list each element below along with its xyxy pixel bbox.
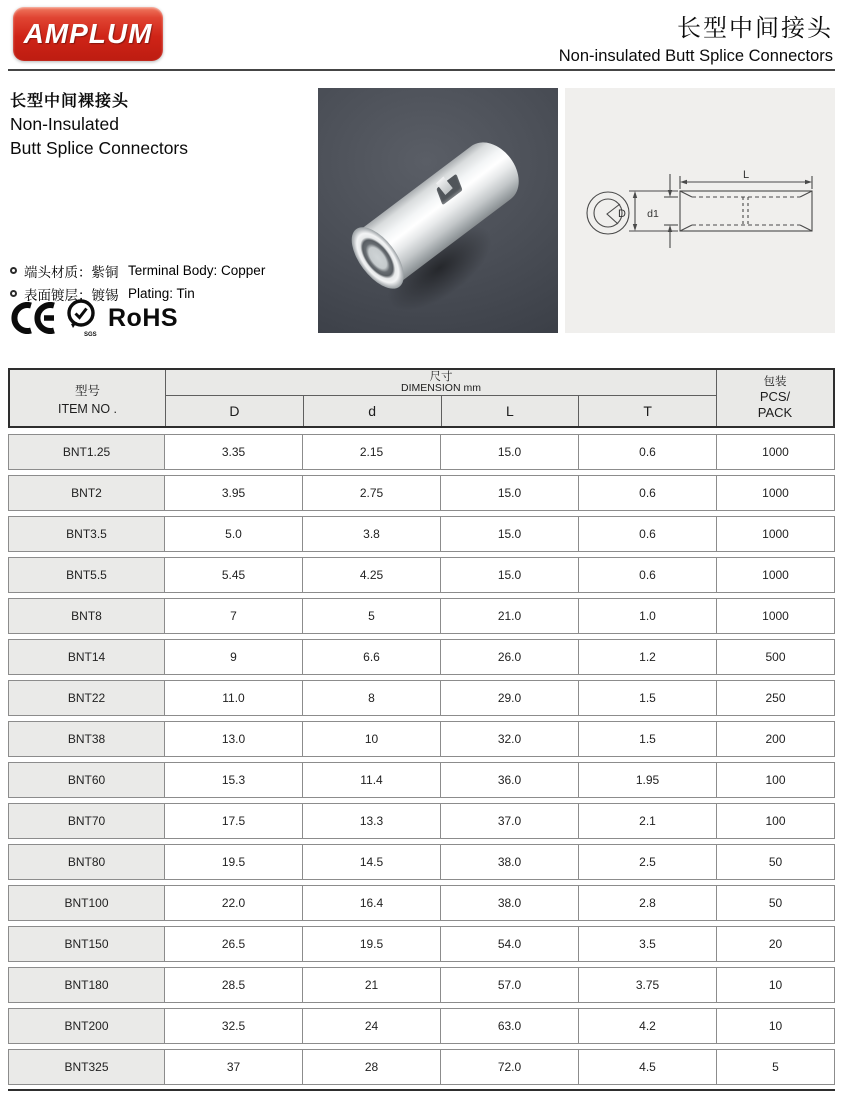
table-header xyxy=(8,368,835,428)
cell-pack: 5 xyxy=(772,1060,779,1074)
table-row xyxy=(8,516,835,552)
tube-tab xyxy=(436,177,453,196)
cell-pack: 1000 xyxy=(762,609,789,623)
cell-item-no: BNT3.5 xyxy=(9,517,165,551)
cell-D: 26.5 xyxy=(165,927,303,961)
col-group-dimensions xyxy=(166,370,717,426)
table-row xyxy=(8,721,835,757)
table-row xyxy=(8,639,835,675)
page-title-zh: 长型中间接头 xyxy=(677,15,833,42)
cell-d: 19.5 xyxy=(303,927,441,961)
cell-pack: 500 xyxy=(765,650,786,664)
cell-item-no: BNT2 xyxy=(9,476,165,510)
cell-T: 1.5 xyxy=(579,681,717,715)
cell-d: 11.4 xyxy=(303,763,441,797)
table-row xyxy=(8,967,835,1003)
cell-item-no: BNT150 xyxy=(9,927,165,961)
table-row xyxy=(8,434,835,470)
cell-D: 19.5 xyxy=(165,845,303,879)
cell-L: 63.0 xyxy=(441,1009,579,1043)
cell-T: 2.1 xyxy=(579,804,717,838)
cell-item-no: BNT80 xyxy=(9,845,165,879)
svg-text:d1: d1 xyxy=(647,208,659,220)
cell-item-no: BNT38 xyxy=(9,722,165,756)
cell-d: 10 xyxy=(303,722,441,756)
cell-item-no: BNT180 xyxy=(9,968,165,1002)
cell-L: 57.0 xyxy=(441,968,579,1002)
cell-T: 4.5 xyxy=(579,1050,717,1084)
cell-d: 14.5 xyxy=(303,845,441,879)
product-title-en-1: Non-Insulated xyxy=(10,114,119,134)
cell-T: 2.8 xyxy=(579,886,717,920)
pack-pack: PACK xyxy=(757,405,793,421)
cell-item-no: BNT70 xyxy=(9,804,165,838)
table-row xyxy=(8,680,835,716)
cell-L: 15.0 xyxy=(441,476,579,510)
col-header-pack xyxy=(717,370,833,426)
cell-D: 5.0 xyxy=(165,517,303,551)
col-header-L: L xyxy=(442,396,580,426)
cell-d: 21 xyxy=(303,968,441,1002)
pack-pcs: PCS/ xyxy=(759,388,791,404)
table-row xyxy=(8,1008,835,1044)
cell-T: 1.95 xyxy=(579,763,717,797)
cell-L: 15.0 xyxy=(441,558,579,592)
cell-pack: 20 xyxy=(768,937,783,951)
dimension-diagram-svg xyxy=(565,88,835,333)
spec-terminal-body xyxy=(10,259,265,282)
cell-pack: 100 xyxy=(765,814,786,828)
cell-L: 37.0 xyxy=(441,804,579,838)
cell-d: 2.75 xyxy=(303,476,441,510)
col-header-d: d xyxy=(304,396,442,426)
cell-item-no: BNT14 xyxy=(9,640,165,674)
cell-D: 7 xyxy=(165,599,303,633)
cell-T: 3.75 xyxy=(579,968,717,1002)
table-row xyxy=(8,1049,835,1085)
brand-logo-text: AMPLUM xyxy=(23,18,153,49)
cell-L: 21.0 xyxy=(441,599,579,633)
table-row xyxy=(8,762,835,798)
cell-d: 3.8 xyxy=(303,517,441,551)
cell-L: 29.0 xyxy=(441,681,579,715)
cell-pack: 10 xyxy=(768,1019,783,1033)
page-header xyxy=(559,8,833,66)
dimensions-en: DIMENSION mm xyxy=(401,382,481,395)
cell-L: 36.0 xyxy=(441,763,579,797)
cell-T: 3.5 xyxy=(579,927,717,961)
col-header-D: D xyxy=(166,396,304,426)
cell-D: 37 xyxy=(165,1050,303,1084)
spec-plating-zh: 表面镀层：镀锡 xyxy=(24,287,119,303)
cell-item-no: BNT22 xyxy=(9,681,165,715)
cell-L: 32.0 xyxy=(441,722,579,756)
product-photo xyxy=(318,88,558,333)
table-row xyxy=(8,803,835,839)
dimension-subcolumns xyxy=(166,396,716,426)
cell-D: 15.3 xyxy=(165,763,303,797)
spec-terminal-body-zh: 端头材质：紫铜 xyxy=(24,264,119,280)
cell-D: 13.0 xyxy=(165,722,303,756)
cell-L: 72.0 xyxy=(441,1050,579,1084)
tube-inspection-window xyxy=(436,174,462,206)
cell-item-no: BNT325 xyxy=(9,1050,165,1084)
svg-text:D: D xyxy=(618,208,626,220)
cell-D: 32.5 xyxy=(165,1009,303,1043)
cell-pack: 1000 xyxy=(762,486,789,500)
cell-T: 1.2 xyxy=(579,640,717,674)
table-row xyxy=(8,475,835,511)
cell-D: 3.35 xyxy=(165,435,303,469)
item-no-en: ITEM NO . xyxy=(57,401,118,416)
cell-pack: 50 xyxy=(768,896,783,910)
cell-item-no: BNT1.25 xyxy=(9,435,165,469)
cell-pack: 1000 xyxy=(762,568,789,582)
cell-T: 4.2 xyxy=(579,1009,717,1043)
item-no-zh: 型号 xyxy=(74,383,100,398)
cell-D: 11.0 xyxy=(165,681,303,715)
cell-d: 28 xyxy=(303,1050,441,1084)
cell-d: 13.3 xyxy=(303,804,441,838)
cell-item-no: BNT100 xyxy=(9,886,165,920)
page-title-en: Non-insulated Butt Splice Connectors xyxy=(558,47,833,65)
svg-text:L: L xyxy=(742,169,750,181)
table-bottom-rule xyxy=(8,1089,835,1091)
cell-D: 3.95 xyxy=(165,476,303,510)
cell-item-no: BNT8 xyxy=(9,599,165,633)
cell-d: 8 xyxy=(303,681,441,715)
cell-T: 0.6 xyxy=(579,517,717,551)
cell-d: 16.4 xyxy=(303,886,441,920)
certifications xyxy=(10,300,178,336)
cell-item-no: BNT200 xyxy=(9,1009,165,1043)
cell-item-no: BNT60 xyxy=(9,763,165,797)
table-row xyxy=(8,598,835,634)
cell-L: 15.0 xyxy=(441,517,579,551)
cell-pack: 50 xyxy=(768,855,783,869)
bullet-icon xyxy=(10,290,17,297)
dimensions-zh: 尺寸 xyxy=(429,370,453,383)
table-row xyxy=(8,885,835,921)
cell-D: 28.5 xyxy=(165,968,303,1002)
cell-L: 15.0 xyxy=(441,435,579,469)
cell-d: 5 xyxy=(303,599,441,633)
sgs-circle-check-icon xyxy=(65,298,99,338)
cell-T: 1.0 xyxy=(579,599,717,633)
header-divider xyxy=(8,69,835,71)
svg-text:SGS: SGS xyxy=(84,332,97,338)
cell-item-no: BNT5.5 xyxy=(9,558,165,592)
cell-pack: 200 xyxy=(765,732,786,746)
dimensions-group-title xyxy=(166,370,716,396)
cell-T: 0.6 xyxy=(579,558,717,592)
cell-D: 5.45 xyxy=(165,558,303,592)
pack-zh: 包装 xyxy=(763,375,787,388)
cell-pack: 10 xyxy=(768,978,783,992)
cell-D: 22.0 xyxy=(165,886,303,920)
table-body xyxy=(8,434,835,1085)
cell-L: 26.0 xyxy=(441,640,579,674)
product-title-en-2: Butt Splice Connectors xyxy=(10,138,189,159)
cell-L: 38.0 xyxy=(441,845,579,879)
table-row xyxy=(8,557,835,593)
cell-L: 38.0 xyxy=(441,886,579,920)
spec-table xyxy=(8,368,835,1091)
table-row xyxy=(8,844,835,880)
table-row xyxy=(8,926,835,962)
cell-D: 17.5 xyxy=(165,804,303,838)
material-specs xyxy=(10,259,265,305)
product-title-zh: 长型中间裸接头 xyxy=(10,93,130,110)
cell-T: 1.5 xyxy=(579,722,717,756)
cell-T: 2.5 xyxy=(579,845,717,879)
brand-logo xyxy=(13,7,163,61)
cell-d: 4.25 xyxy=(303,558,441,592)
cell-pack: 250 xyxy=(765,691,786,705)
rohs-label: RoHS xyxy=(108,303,179,332)
cell-L: 54.0 xyxy=(441,927,579,961)
cell-pack: 1000 xyxy=(762,445,789,459)
ce-mark-icon xyxy=(10,302,56,334)
bullet-icon xyxy=(10,267,17,274)
cell-pack: 1000 xyxy=(762,527,789,541)
cell-T: 0.6 xyxy=(579,476,717,510)
spec-plating-en: Plating: Tin xyxy=(128,286,195,301)
cell-D: 9 xyxy=(165,640,303,674)
dimension-diagram xyxy=(565,88,835,333)
spec-terminal-body-en: Terminal Body: Copper xyxy=(128,263,266,278)
cell-pack: 100 xyxy=(765,773,786,787)
cell-d: 24 xyxy=(303,1009,441,1043)
cell-d: 6.6 xyxy=(303,640,441,674)
cell-T: 0.6 xyxy=(579,435,717,469)
col-header-item-no xyxy=(10,370,166,426)
cell-d: 2.15 xyxy=(303,435,441,469)
product-intro xyxy=(10,88,310,160)
col-header-T: T xyxy=(643,403,652,419)
